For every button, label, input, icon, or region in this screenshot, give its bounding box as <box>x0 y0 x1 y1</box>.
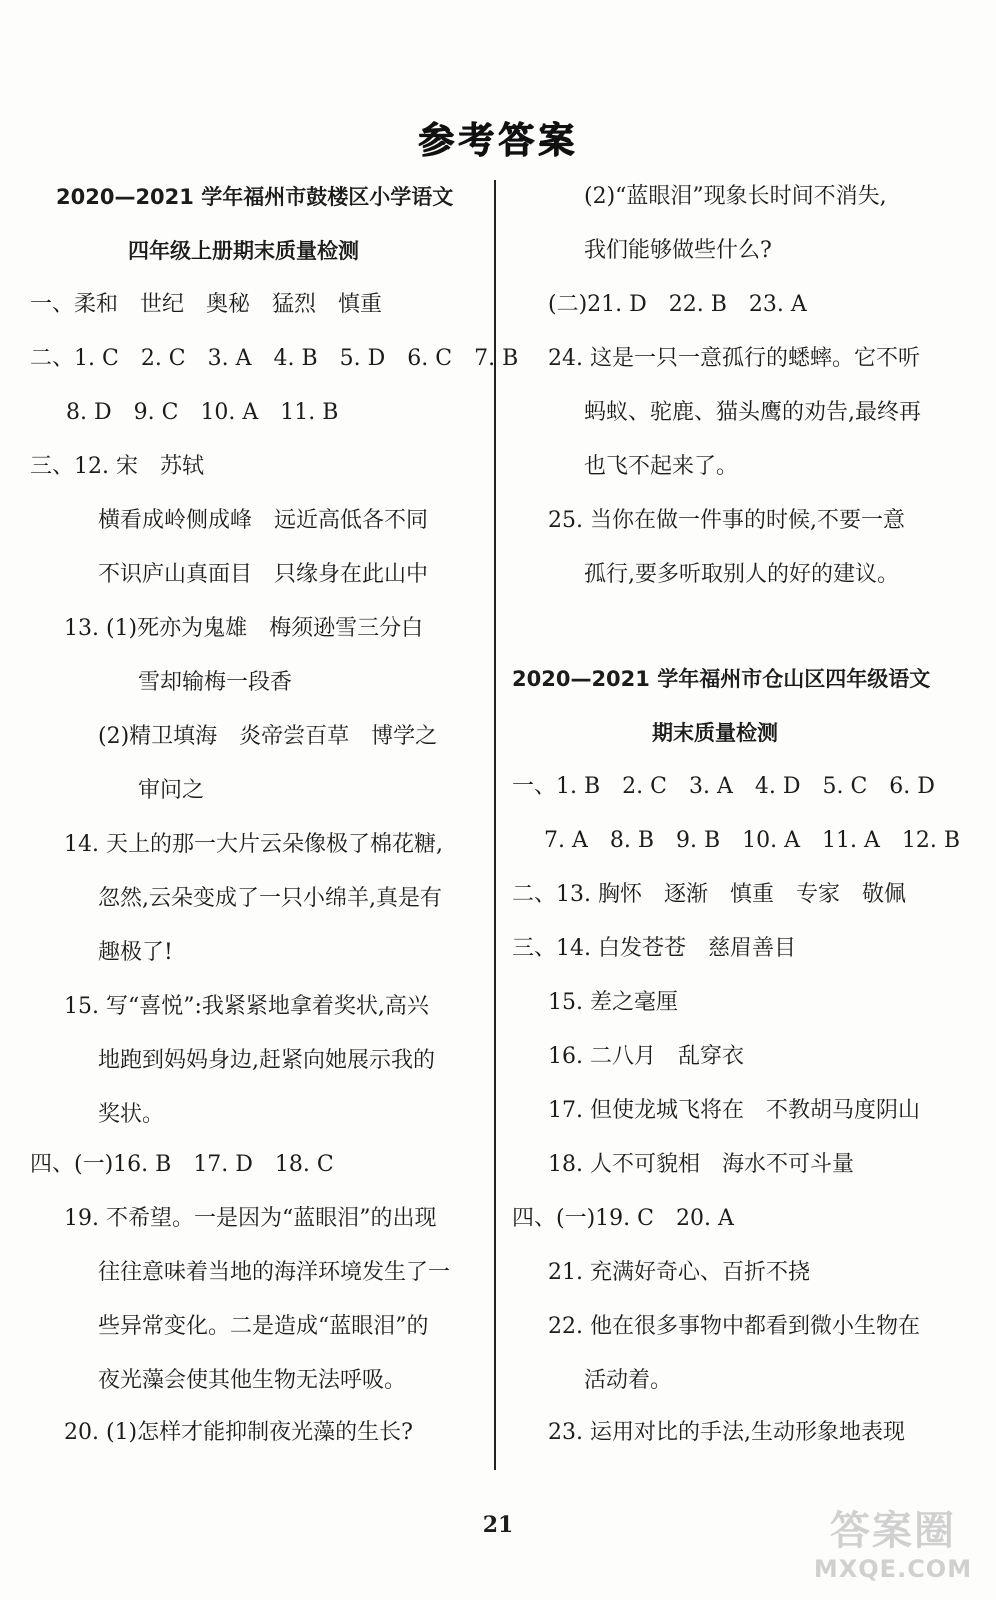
answer-line: 活动着。 <box>584 1368 673 1393</box>
answer-line: 一、1. B 2. C 3. A 4. D 5. C 6. D <box>512 774 935 799</box>
answer-line: 23. 运用对比的手法,生动形象地表现 <box>548 1420 905 1445</box>
answer-line: 20. (1)怎样才能抑制夜光藻的生长? <box>64 1420 413 1445</box>
answer-line: 14. 天上的那一大片云朵像极了棉花糖, <box>64 832 443 857</box>
answer-line: 夜光藻会使其他生物无法呼吸。 <box>98 1368 407 1393</box>
answer-line: 二、13. 胸怀 逐渐 慎重 专家 敬佩 <box>512 882 906 907</box>
left-section-heading-2: 四年级上册期末质量检测 <box>128 239 359 263</box>
answer-line: 三、14. 白发苍苍 慈眉善目 <box>512 936 796 961</box>
answer-line: 奖状。 <box>98 1102 165 1127</box>
answer-line: 19. 不希望。一是因为“蓝眼泪”的出现 <box>64 1206 437 1231</box>
answer-line: 二、1. C 2. C 3. A 4. B 5. D 6. C 7. B <box>30 346 519 371</box>
answer-line: 一、柔和 世纪 奥秘 猛烈 慎重 <box>30 292 383 317</box>
answer-line: 18. 人不可貌相 海水不可斗量 <box>548 1152 854 1177</box>
answer-line: 四、(一)16. B 17. D 18. C <box>30 1152 334 1177</box>
answer-line: 地跑到妈妈身边,赶紧向她展示我的 <box>98 1048 435 1073</box>
page-title: 参考答案 <box>417 120 578 161</box>
answer-line: 趣极了! <box>98 940 173 965</box>
answer-line: (2)“蓝眼泪”现象长时间不消失, <box>584 184 887 209</box>
answer-line: 三、12. 宋 苏轼 <box>30 454 204 479</box>
answer-line: 审问之 <box>138 778 205 803</box>
right-section-heading-1: 2020—2021 学年福州市仓山区四年级语文 <box>512 667 931 691</box>
page-number: 21 <box>482 1512 514 1538</box>
answer-line: 不识庐山真面目 只缘身在此山中 <box>98 562 429 587</box>
answer-line: 13. (1)死亦为鬼雄 梅须逊雪三分白 <box>64 616 424 641</box>
answer-line: 蚂蚁、驼鹿、猫头鹰的劝告,最终再 <box>584 400 921 425</box>
watermark-text: 答案圈 <box>830 1508 956 1554</box>
answer-line: 也飞不起来了。 <box>584 454 739 479</box>
answer-line: 我们能够做些什么? <box>584 238 772 263</box>
left-section-heading-1: 2020—2021 学年福州市鼓楼区小学语文 <box>56 185 454 209</box>
answer-line: 忽然,云朵变成了一只小绵羊,真是有 <box>98 886 442 911</box>
answer-line: 7. A 8. B 9. B 10. A 11. A 12. B <box>544 828 961 853</box>
answer-line: 些异常变化。二是造成“蓝眼泪”的 <box>98 1314 429 1339</box>
answer-line: 雪却输梅一段香 <box>138 670 293 695</box>
answer-line: 25. 当你在做一件事的时候,不要一意 <box>548 508 905 533</box>
watermark-url: MXQE.COM <box>813 1555 973 1583</box>
answer-line: (2)精卫填海 炎帝尝百草 博学之 <box>98 724 438 749</box>
answer-line: 15. 写“喜悦”:我紧紧地拿着奖状,高兴 <box>64 994 429 1019</box>
answer-line: 16. 二八月 乱穿衣 <box>548 1044 744 1069</box>
watermark-logo <box>798 1508 988 1594</box>
answer-line: 15. 差之毫厘 <box>548 990 678 1015</box>
answer-line: 8. D 9. C 10. A 11. B <box>66 400 339 425</box>
answer-line: 往往意味着当地的海洋环境发生了一 <box>98 1260 451 1285</box>
answer-line: 四、(一)19. C 20. A <box>512 1206 734 1231</box>
answer-line: 22. 他在很多事物中都看到微小生物在 <box>548 1314 920 1339</box>
answer-line: 孤行,要多听取别人的好的建议。 <box>584 562 899 587</box>
answer-line: (二)21. D 22. B 23. A <box>548 292 807 317</box>
answer-line: 横看成岭侧成峰 远近高低各不同 <box>98 508 429 533</box>
answer-line: 21. 充满好奇心、百折不挠 <box>548 1260 810 1285</box>
right-section-heading-2: 期末质量检测 <box>652 721 778 745</box>
answer-line: 17. 但使龙城飞将在 不教胡马度阴山 <box>548 1098 920 1123</box>
answer-line: 24. 这是一只一意孤行的蟋蟀。它不听 <box>548 346 920 371</box>
